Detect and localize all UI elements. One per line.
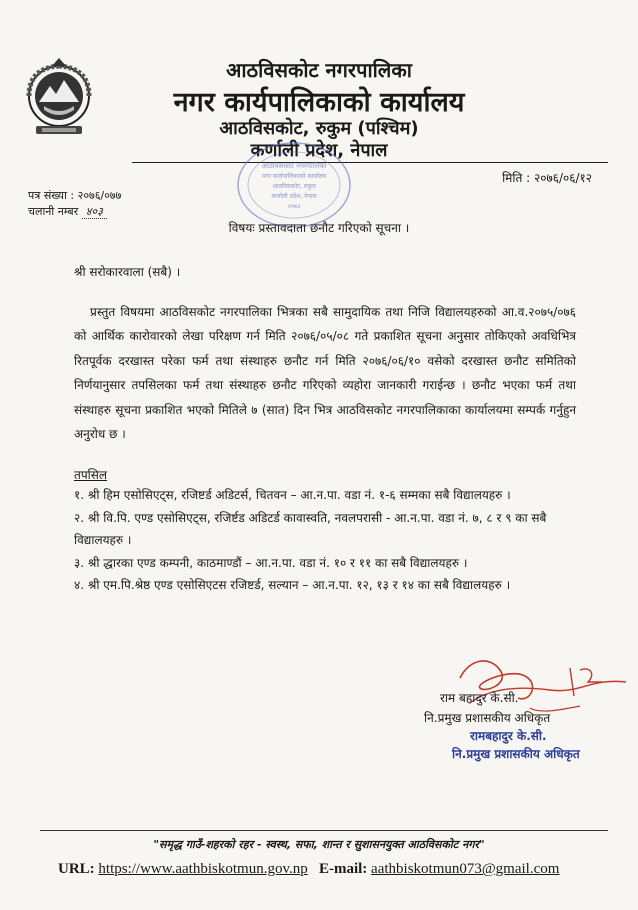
office-name: नगर कार्यपालिकाको कार्यालय <box>173 87 465 118</box>
stamp-text-line: २०७३ <box>287 203 301 210</box>
email-link[interactable]: aathbiskotmun073@gmail.com <box>371 861 560 877</box>
list-item: ३. श्री द्धारका एण्ड कम्पनी, काठमाण्डौं – आ.न.पा. वडा नं. १० र ११ का सबै विद्यालयहरु । <box>74 555 468 570</box>
body-paragraph: प्रस्तुत विषयमा आठविसकोट नगरपालिका भित्रका सबै सामुदायिक तथा निजि विद्यालयहरुको आ.व.२०७५/०७६ को आर्थिक कारोवारको लेखा परिक्षण गर्न मिति २०७६/०५/०८ गते प्रकाशित सूचना अनुसार तोकिएको अवधिभित्र रितपूर्वक दरखास्त परेका फर्म तथा संस्थाहरु छनौट गर्न मिति २०७६/०६/१० वसेको दरखास्त छनौट समितिको निर्णयानुसार तपसिलका फर्म तथा संस्थाहरु छनौट गरिएको व्यहोरा जानकारी गराईन्छ । छनौट भएका फर्म तथा संस्थाहरु सूचना प्रकाशित भएको मितिले ७ (सात) दिन भित्र आठविसकोट नगरपालिकाका कार्यालयमा सम्पर्क गर्नुहुन अनुरोध छ । <box>74 305 576 442</box>
footer-divider <box>40 830 608 831</box>
schedule-list <box>74 484 574 597</box>
list-item: ४. श्री एम.पि.श्रेष्ठ एण्ड एसोसिएटस रजिष्टर्ड, सल्यान – आ.न.पा. १२, १३ र १४ का सबै विद्यालयहरु । <box>74 578 511 592</box>
stamp-text-line: कर्णाली प्रदेश, नेपाल <box>271 193 317 200</box>
stamp-text-line: नगर कार्यपालिकाको कार्यालय <box>261 173 327 180</box>
municipality-name: आठविसकोट नगरपालिका <box>226 58 412 82</box>
dispatch-number-value: ४०३ <box>82 205 107 219</box>
title-stamp: नि.प्रमुख प्रशासकीय अधिकृत <box>452 747 580 761</box>
dispatch-label: चलानी नम्बर <box>28 205 79 218</box>
stamp-text-line: आठविसकोट नगरपालिका <box>261 162 327 170</box>
header-divider <box>132 162 608 163</box>
letter-date: मिति : २०७६/०६/१२ <box>502 171 592 185</box>
letter-reference-number: पत्र संख्या : २०७६/०७७ <box>28 189 122 202</box>
salutation: श्री सरोकारवाला (सबै) । <box>74 265 181 279</box>
footer-slogan: "समृद्ध गाउँ-शहरको रहर - स्वस्थ, सफा, शान्त र सुशासनयुक्त आठविसकोट नगर" <box>153 838 485 851</box>
email-label: E-mail: <box>318 861 368 877</box>
signatory-title: नि.प्रमुख प्रशासकीय अधिकृत <box>424 711 551 725</box>
list-item: १. श्री हिम एसोसिएट्स, रजिष्टर्ड अडिटर्स, चितवन – आ.न.पा. वडा नं. १-६ सम्मका सबै विद्यालयहरु । <box>74 488 511 502</box>
list-item: २. श्री वि.पि. एण्ड एसोसिएट्स, रजिर्ष्टड अडिटर्ड कावास्वति, नवलपरासी - आ.न.पा. वडा नं. ७, ८ र ९ का सबै विद्यालयहरु । <box>74 510 547 547</box>
name-stamp: रामबहादुर के.सी. <box>470 729 547 743</box>
url-label: URL: <box>58 861 95 877</box>
office-address: आठविसकोट, रुकुम (पश्चिम) <box>219 118 419 139</box>
stamp-text-line: आठविसकोट, रुकुम <box>272 183 316 190</box>
signatory-name: राम बहादुर के.सी. <box>440 691 519 705</box>
dispatch-number <box>28 204 107 219</box>
office-round-stamp <box>234 140 354 230</box>
website-link[interactable]: https://www.aathbiskotmun.gov.np <box>98 861 308 877</box>
footer-contact <box>58 861 559 878</box>
province-country: कर्णाली प्रदेश, नेपाल <box>250 140 388 161</box>
letter-subject: विषयः प्रस्तावदाता छनौट गरिएको सूचना । <box>228 221 410 235</box>
nepal-emblem-logo <box>22 58 96 140</box>
schedule-heading: तपसिल <box>74 468 108 482</box>
